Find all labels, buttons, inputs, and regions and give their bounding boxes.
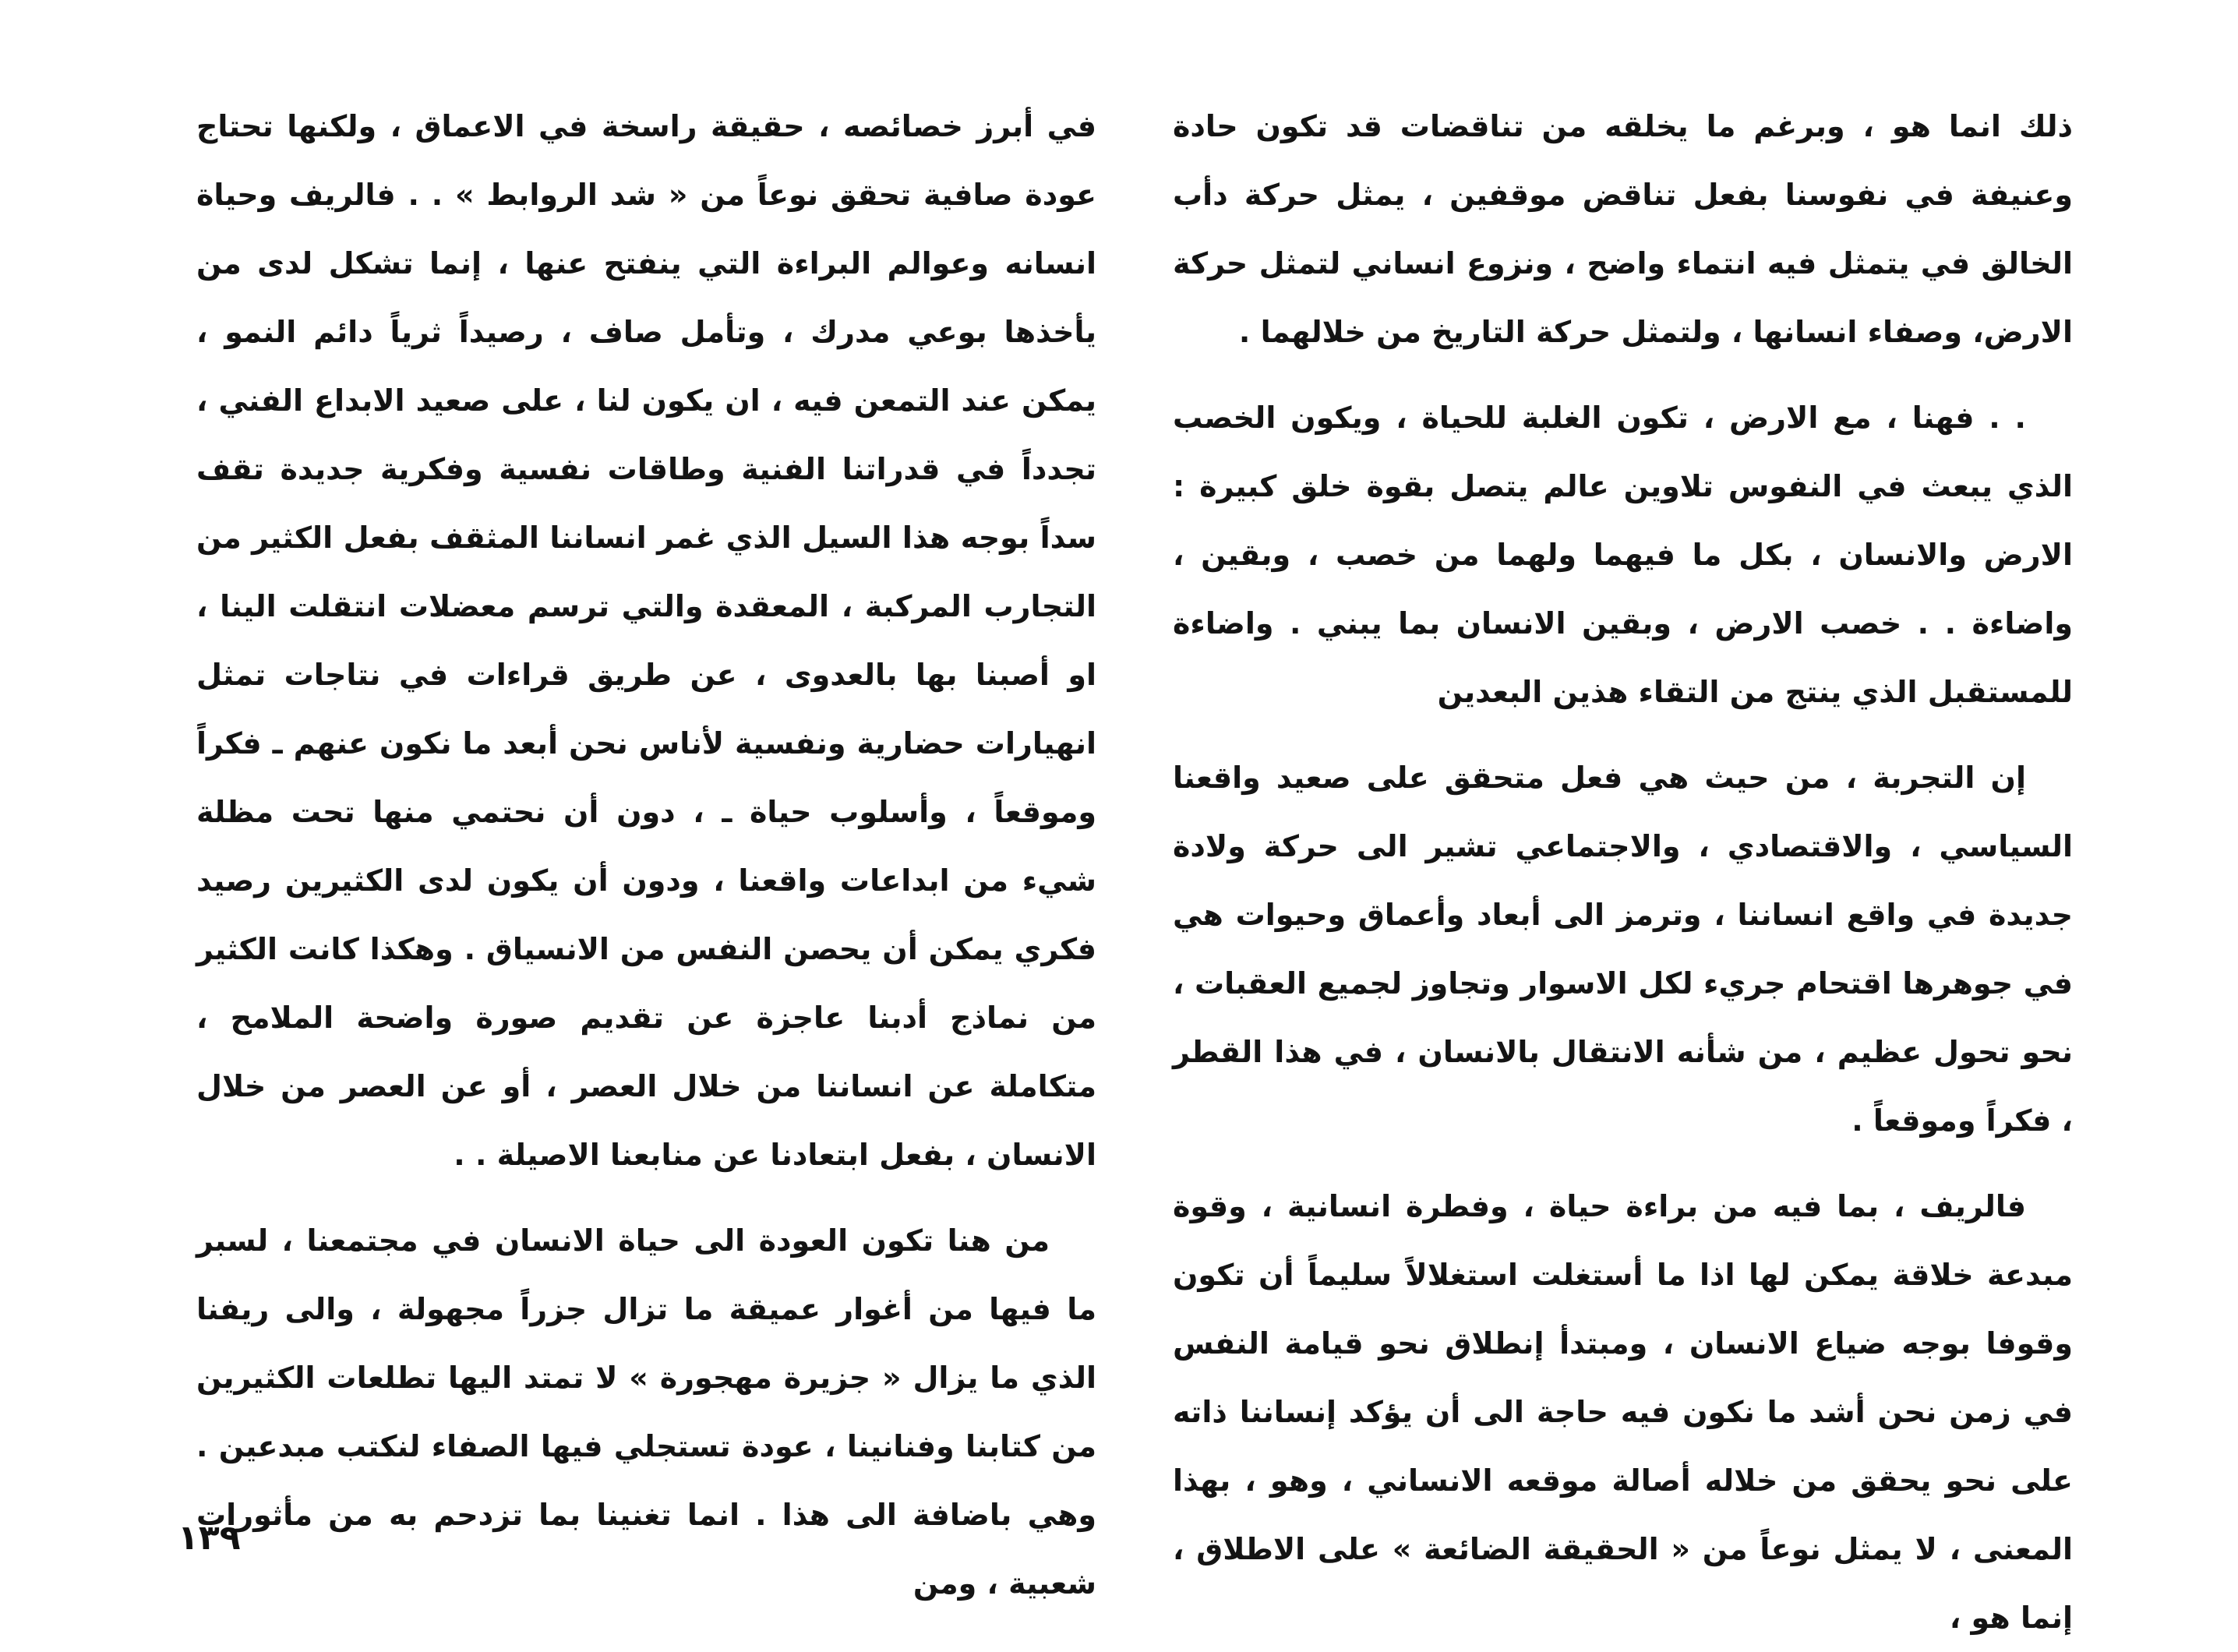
paragraph: فالريف ، بما فيه من براءة حياة ، وفطرة انسانية ، وقوة مبدعة خلاقة يمكن لها اذا ما أستغلت استغلالاً سليماً أن تكون وقوفا بوجه ضياع الانسان ، ومبتدأ إنطلاق نحو قيامة النفس في زمن نحن أشد ما نكون فيه حاجة الى أن يؤكد إنساننا ذاته على نحو يحقق من خلاله أصالة موقعه الانساني ، وهو ، بهذا المعنى ، لا يمثل نوعاً من « الحقيقة الضائعة » على الاطلاق ، إنما هو ، bbox=[1173, 1189, 2073, 1635]
paragraph: من هنا تكون العودة الى حياة الانسان في مجتمعنا ، لسبر ما فيها من أغوار عميقة ما تزال جزراً مجهولة ، والى ريفنا الذي ما يزال « جزيرة مهجورة » لا تمتد اليها تطلعات الكثيرين من كتابنا وفنانينا ، عودة تستجلي فيها الصفاء لنكتب مبدعين . وهي باضافة الى هذا . انما تغنينا بما تزدحم به من مأثورات شعبية ، ومن bbox=[196, 1223, 1096, 1601]
page-number: ١٣٩ bbox=[178, 1518, 241, 1558]
right-text-column bbox=[1173, 92, 2073, 1652]
paragraph: في أبرز خصائصه ، حقيقة راسخة في الاعماق ، ولكنها تحتاج عودة صافية تحقق نوعاً من « شد الروابط » . . فالريف وحياة انسانه وعوالم البراءة التي ينفتح عنها ، إنما تشكل لدى من يأخذها بوعي مدرك ، وتأمل صاف ، رصيداً ثرياً دائم النمو ، يمكن عند التمعن فيه ، ان يكون لنا ، على صعيد الابداع الفني ، تجدداً في قدراتنا الفنية وطاقات نفسية وفكرية جديدة تقف سداً بوجه هذا السيل الذي غمر انساننا المثقف بفعل الكثير من التجارب المركبة ، المعقدة والتي ترسم معضلات انتقلت الينا ، او أصبنا بها بالعدوى ، عن طريق قراءات في نتاجات تمثل انهيارات حضارية ونفسية لأناس نحن أبعد ما نكون عنهم ـ فكراً وموقعاً ، وأسلوب حياة ـ ، دون أن نحتمي منها تحت مظلة شيء من ابداعات واقعنا ، ودون أن يكون لدى الكثيرين رصيد فكري يمكن أن يحصن النفس من الانسياق . وهكذا كانت الكثير من نماذج أدبنا عاجزة عن تقديم صورة واضحة الملامح ، متكاملة عن انساننا من خلال العصر ، أو عن العصر من خلال الانسان ، بفعل ابتعادنا عن منابعنا الاصيلة . . bbox=[196, 109, 1096, 1172]
paragraph: ذلك انما هو ، وبرغم ما يخلقه من تناقضات قد تكون حادة وعنيفة في نفوسنا بفعل تناقض موقفين ، يمثل حركة دأب الخالق في يتمثل فيه انتماء واضح ، ونزوع انساني لتمثل حركة الارض، وصفاء انسانها ، ولتمثل حركة التاريخ من خلالهما . bbox=[1173, 109, 2073, 349]
left-text-column bbox=[196, 92, 1096, 1618]
paragraph: . . فهنا ، مع الارض ، تكون الغلبة للحياة ، ويكون الخصب الذي يبعث في النفوس تلاوين عالم يتصل بقوة خلق كبيرة : الارض والانسان ، بكل ما فيهما ولهما من خصب ، وبقين ، واضاءة . . خصب الارض ، وبقين الانسان بما يبني . واضاءة للمستقبل الذي ينتج من التقاء هذين البعدين bbox=[1173, 401, 2073, 709]
paragraph: إن التجربة ، من حيث هي فعل متحقق على صعيد واقعنا السياسي ، والاقتصادي ، والاجتماعي تشير الى حركة ولادة جديدة في واقع انساننا ، وترمز الى أبعاد وأعماق وحيوات هي في جوهرها اقتحام جريء لكل الاسوار وتجاوز لجميع العقبات ، نحو تحول عظيم ، من شأنه الانتقال بالانسان ، في هذا القطر ، فكراً وموقعاً . bbox=[1173, 761, 2073, 1138]
